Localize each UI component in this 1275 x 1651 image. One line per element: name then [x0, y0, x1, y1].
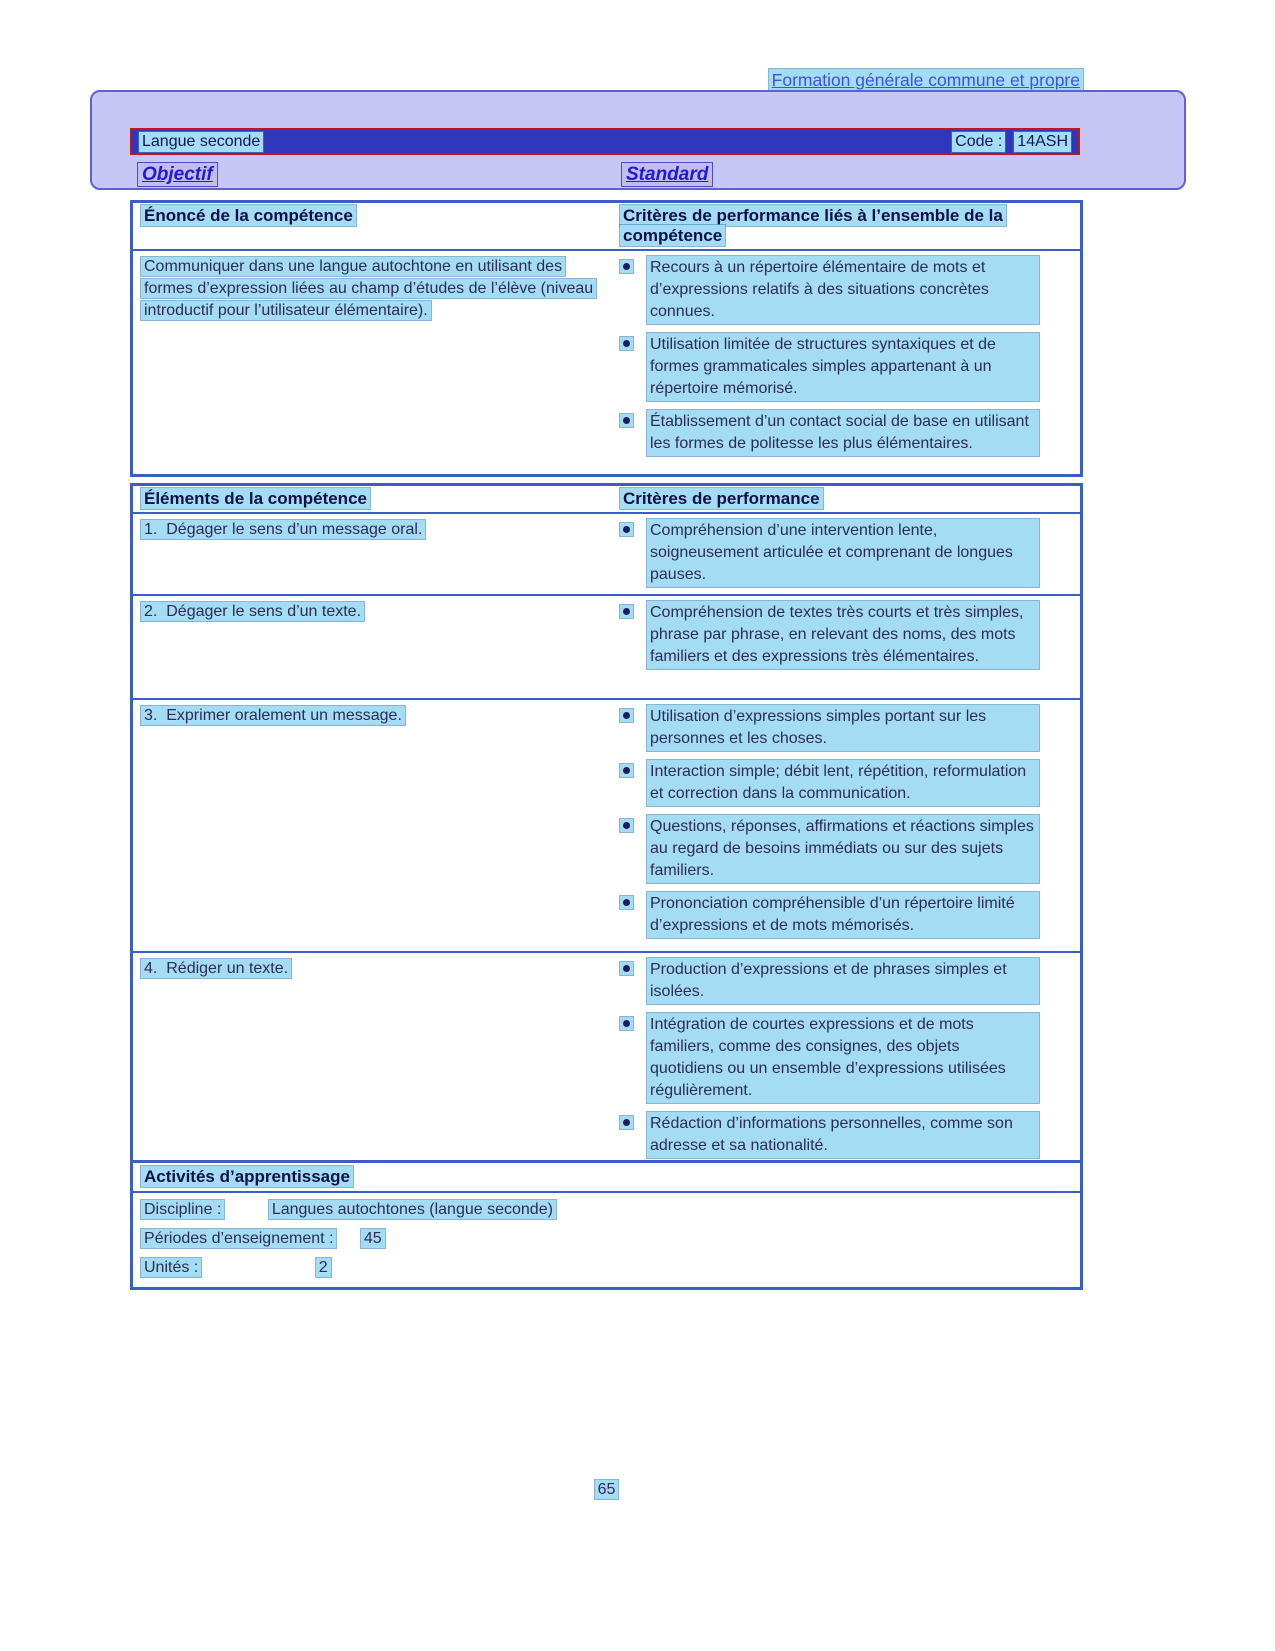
bullet-icon [620, 414, 633, 427]
criterion-item [620, 892, 1070, 938]
table2-col2-header-cell [612, 486, 1080, 512]
bullet-icon [620, 896, 633, 909]
bullet-icon [620, 764, 633, 777]
activities-box [130, 1160, 1083, 1290]
element-text: 2. Dégager le sens d’un texte. [141, 602, 364, 621]
document-section-header-text: Formation générale commune et propre [769, 69, 1083, 91]
activity-row-unites [141, 1257, 1072, 1279]
element-row-1 [133, 514, 1080, 596]
bullet-icon [620, 962, 633, 975]
course-title-box [90, 90, 1186, 190]
criterion-text: Questions, réponses, affirmations et réactions simples au regard de besoins immédiats ou sur des sujets familiers. [647, 815, 1039, 883]
criterion-item [620, 333, 1070, 401]
activity-row-discipline [141, 1199, 1072, 1221]
elements-table-header-row [133, 486, 1080, 514]
criterion-item [620, 760, 1070, 806]
bullet-icon [620, 709, 633, 722]
element-text: 4. Rédiger un texte. [141, 959, 291, 978]
activity-value: 45 [361, 1229, 385, 1248]
element-text: 3. Exprimer oralement un message. [141, 706, 405, 725]
competence-table-header-row [133, 203, 1080, 251]
objectif-heading: Objectif [138, 163, 217, 186]
criterion-text: Utilisation limitée de structures syntaxiques et de formes grammaticales simples appartenant à un répertoire mémorisé. [647, 333, 1039, 401]
criterion-item [620, 519, 1070, 587]
bullet-icon [620, 523, 633, 536]
element-cell [133, 514, 612, 594]
bullet-icon [620, 605, 633, 618]
element-wrap [141, 706, 405, 725]
competence-table [130, 200, 1083, 477]
table1-col2-header: Critères de performance liés à l’ensemble de la compétence [620, 205, 1006, 246]
enonce-text: Communiquer dans une langue autochtone en utilisant des formes d’expression liées au champ d’études de l’élève (niveau introductif pour l’utilisateur élémentaire). [141, 257, 596, 320]
bullet-icon [620, 1116, 633, 1129]
code-value: 14ASH [1014, 132, 1071, 152]
enonce-wrap [141, 257, 596, 320]
element-cell [133, 953, 612, 1165]
table1-col1-header: Énoncé de la compétence [141, 205, 356, 226]
criterion-item [620, 705, 1070, 751]
standard-heading: Standard [622, 163, 712, 186]
competence-table-body-row [133, 251, 1080, 463]
criterion-text: Prononciation compréhensible d’un répertoire limité d’expressions et de mots mémorisés. [647, 892, 1039, 938]
criterion-item [620, 601, 1070, 669]
table2-col1-header-cell [133, 486, 612, 512]
document-section-header [769, 70, 1083, 91]
criterion-item [620, 815, 1070, 883]
activity-row-periodes [141, 1228, 1072, 1250]
activities-header: Activités d’apprentissage [141, 1166, 353, 1187]
activity-label: Périodes d’enseignement : [141, 1229, 336, 1248]
element-wrap [141, 959, 291, 978]
page-number-text: 65 [595, 1480, 619, 1499]
criterion-text: Établissement d’un contact social de base en utilisant les formes de politesse les plus élémentaires. [647, 410, 1039, 456]
bullet-icon [620, 1017, 633, 1030]
criterion-item [620, 958, 1070, 1004]
element-cell [133, 700, 612, 951]
table2-col1-header: Éléments de la compétence [141, 488, 370, 509]
bullet-icon [620, 337, 633, 350]
course-code-bar [130, 128, 1080, 155]
activities-body [133, 1193, 1080, 1287]
criteres-cell [612, 953, 1080, 1165]
element-row-4 [133, 953, 1080, 1165]
activity-label: Discipline : [141, 1200, 224, 1219]
criterion-text: Production d’expressions et de phrases simples et isolées. [647, 958, 1039, 1004]
element-wrap [141, 520, 425, 539]
criterion-text: Rédaction d’informations personnelles, comme son adresse et sa nationalité. [647, 1112, 1039, 1158]
criterion-item [620, 1112, 1070, 1158]
criterion-text: Recours à un répertoire élémentaire de mots et d’expressions relatifs à des situations concrètes connues. [647, 256, 1039, 324]
element-cell [133, 596, 612, 698]
table2-col2-header: Critères de performance [620, 488, 823, 509]
element-row-3 [133, 700, 1080, 953]
criterion-text: Utilisation d’expressions simples portant sur les personnes et les choses. [647, 705, 1039, 751]
course-code [952, 132, 1071, 152]
activity-label: Unités : [141, 1258, 201, 1277]
criteres-cell [612, 251, 1080, 463]
criterion-text: Intégration de courtes expressions et de mots familiers, comme des consignes, des objets quotidiens ou un ensemble d’expressions utilisées régulièrement. [647, 1013, 1039, 1103]
criterion-item [620, 410, 1070, 456]
criterion-text: Compréhension d’une intervention lente, soigneusement articulée et comprenant de longues pauses. [647, 519, 1039, 587]
criteres-cell [612, 700, 1080, 951]
course-name: Langue seconde [139, 132, 263, 152]
criterion-text: Interaction simple; débit lent, répétition, reformulation et correction dans la communication. [647, 760, 1039, 806]
bullet-icon [620, 819, 633, 832]
page-number [130, 1481, 1083, 1499]
element-row-2 [133, 596, 1080, 700]
table1-col1-header-cell [133, 203, 612, 249]
criterion-item [620, 256, 1070, 324]
code-label: Code : [952, 132, 1005, 152]
enonce-cell [133, 251, 612, 463]
activity-value: Langues autochtones (langue seconde) [269, 1200, 556, 1219]
activity-value: 2 [316, 1258, 331, 1277]
criterion-item [620, 1013, 1070, 1103]
element-text: 1. Dégager le sens d’un message oral. [141, 520, 425, 539]
criterion-text: Compréhension de textes très courts et très simples, phrase par phrase, en relevant des noms, des mots familiers et des expressions très élémentaires. [647, 601, 1039, 669]
criteres-cell [612, 514, 1080, 594]
bullet-icon [620, 260, 633, 273]
element-wrap [141, 602, 364, 621]
criteres-cell [612, 596, 1080, 698]
activities-header-row [133, 1163, 1080, 1193]
elements-table [130, 483, 1083, 1168]
table1-col2-header-cell [612, 203, 1080, 249]
